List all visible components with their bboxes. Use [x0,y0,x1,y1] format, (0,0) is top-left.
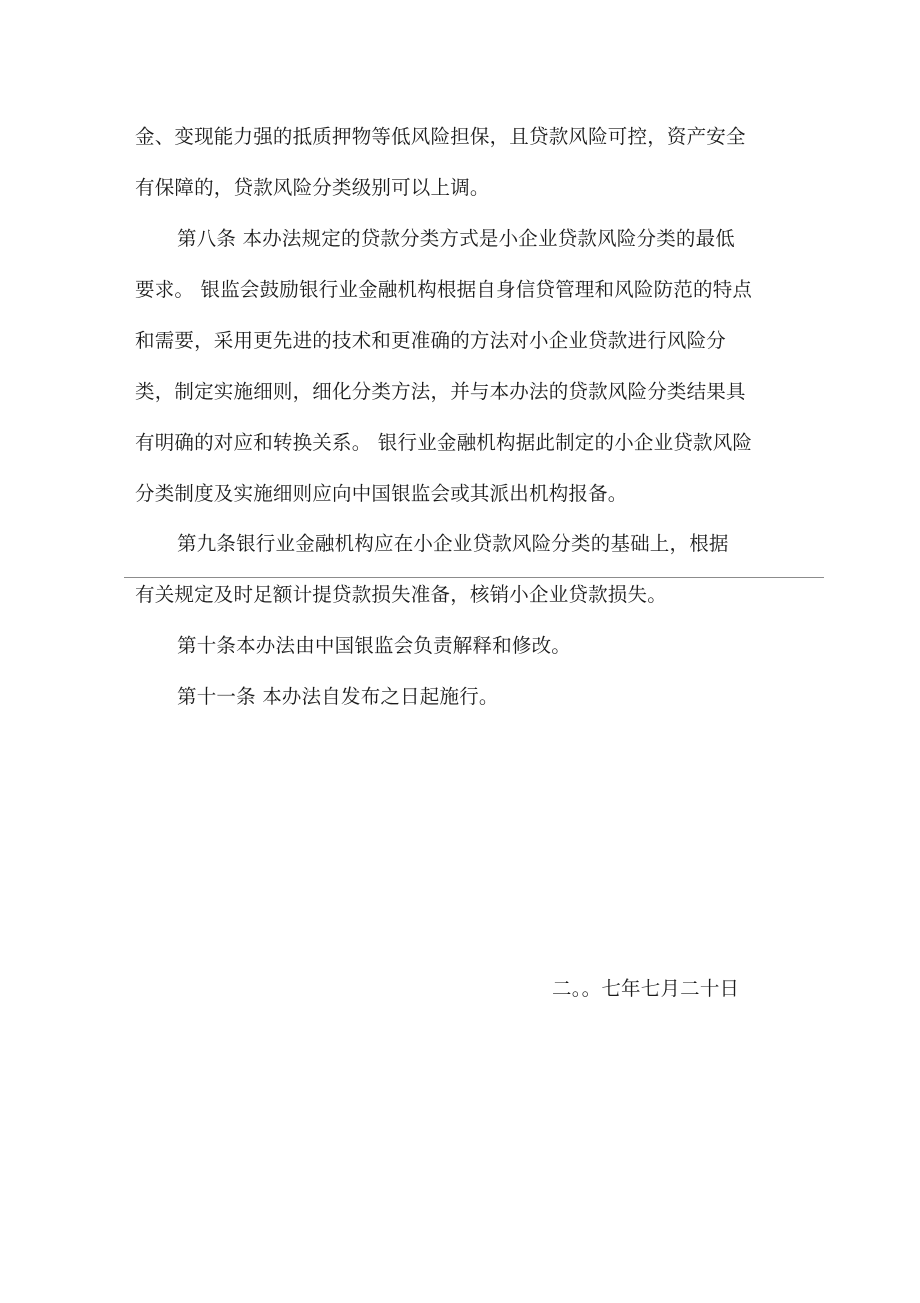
article-8-line-3: 和需要，采用更先进的技术和更准确的方法对小企业贷款进行风险分 [135,329,727,352]
article-8-line-5: 有明确的对应和转换关系。 银行业金融机构据此制定的小企业贷款风险 [135,431,753,454]
text-line-1: 金、变现能力强的抵质押物等低风险担保，且贷款风险可控，资产安全 [135,125,746,148]
article-9-line-1: 第九条银行业金融机构应在小企业贷款风险分类的基础上，根据 [177,532,729,555]
horizontal-rule [124,577,824,578]
article-8-line-2: 要求。 银监会鼓励银行业金融机构根据自身信贷管理和风险防范的特点 [135,278,753,301]
article-9-line-2: 有关规定及时足额计提贷款损失准备，核销小企业贷款损失。 [135,583,667,606]
article-8-line-6: 分类制度及实施细则应向中国银监会或其派出机构报备。 [135,482,628,505]
article-11: 第十一条 本办法自发布之日起施行。 [177,685,499,708]
article-8-line-4: 类，制定实施细则，细化分类方法，并与本办法的贷款风险分类结果具 [135,380,746,403]
text-line-2: 有保障的，贷款风险分类级别可以上调。 [135,176,490,199]
article-10: 第十条本办法由中国银监会负责解释和修改。 [177,634,572,657]
article-8-line-1: 第八条 本办法规定的贷款分类方式是小企业贷款风险分类的最低 [177,227,735,250]
document-date: 二。。七年七月二十日 [552,977,740,1000]
